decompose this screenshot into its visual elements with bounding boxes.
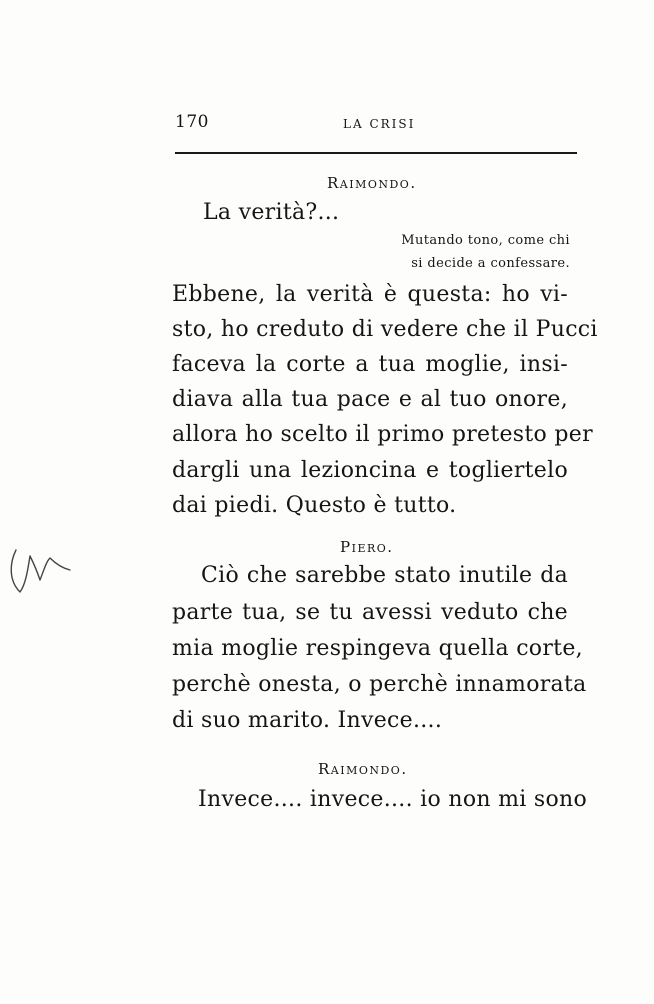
- page-number: 170: [175, 112, 209, 132]
- text-line: faceva la corte a tua moglie, insi-: [172, 352, 568, 377]
- text-line: dargli una lezioncina e togliertelo: [172, 458, 568, 483]
- text-line: Ebbene, la verità è questa: ho vi-: [172, 282, 568, 307]
- text-line: dai piedi. Questo è tutto.: [172, 493, 457, 518]
- text-line: parte tua, se tu avessi veduto che: [172, 600, 568, 625]
- running-title: LA CRISI: [343, 117, 416, 131]
- speaker-raimondo-2: Raimondo.: [318, 760, 408, 778]
- stage-direction-line-2: si decide a confessare.: [411, 256, 570, 271]
- text-line: Invece.... invece.... io non mi sono: [198, 787, 588, 812]
- opening-line: La verità?...: [203, 200, 340, 225]
- text-line: allora ho scelto il primo pretesto per: [172, 422, 593, 447]
- stage-direction-line-1: Mutando tono, come chi: [401, 233, 570, 248]
- speaker-piero: Piero.: [340, 538, 394, 556]
- page-header: [175, 112, 577, 136]
- speaker-raimondo-1: Raimondo.: [327, 174, 417, 192]
- text-line: di suo marito. Invece....: [172, 708, 443, 733]
- text-line: diava alla tua pace e al tuo onore,: [172, 387, 568, 412]
- text-line: mia moglie respingeva quella corte,: [172, 636, 583, 661]
- header-rule: [175, 152, 577, 154]
- text-line: perchè onesta, o perchè innamorata: [172, 672, 587, 697]
- text-line: sto, ho creduto di vedere che il Pucci: [172, 317, 598, 342]
- margin-pencil-mark: [6, 540, 86, 610]
- text-line: Ciò che sarebbe stato inutile da: [201, 563, 568, 588]
